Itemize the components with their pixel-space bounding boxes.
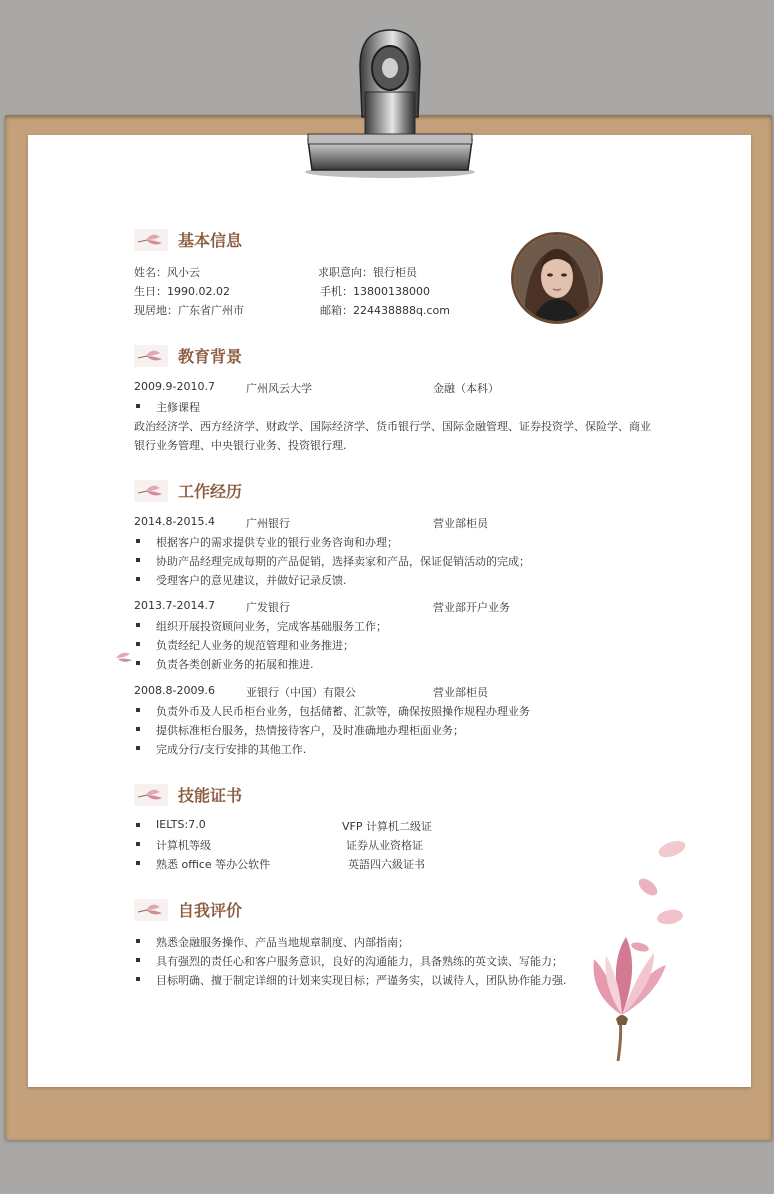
edu-period: 2009.9-2010.7 [134,380,215,393]
birth-field: 生日：1990.02.02 [134,285,230,298]
binder-clip-icon [300,22,480,182]
job-duty: 负责经纪人业务的规范管理和业务推进； [156,639,354,652]
job-company: 广州银行 [246,517,290,530]
job-duty: 负责外币及人民币柜台业务，包括储蓄、汇款等，确保按照操作规程办理业务 [156,705,530,718]
job-period: 2014.8-2015.4 [134,515,215,528]
magnolia-flower-icon [580,835,700,1065]
magnolia-flower-icon [134,229,168,251]
evaluation-item: 熟悉金融服务操作、产品当地规章制度、内部指南； [156,936,409,949]
job-duty: 协助产品经理完成每期的产品促销，选择卖家和产品，保证促销活动的完成； [156,555,530,568]
skill-item: 英語四六級证书 [348,858,425,871]
job-company: 亚银行（中国）有限公 [246,686,356,699]
petal-icon [114,650,134,664]
section-title-education: 教育背景 [178,347,243,366]
name-field: 姓名：风小云 [134,266,200,279]
job-duty: 组织开展投资顾问业务，完成客基础服务工作； [156,620,387,633]
section-basic-info [134,228,242,251]
location-field: 现居地：广东省广州市 [134,304,244,317]
skill-item: 证券从业资格证 [346,839,423,852]
skill-item: 计算机等级 [156,839,211,852]
section-title-evaluation: 自我评价 [178,901,243,920]
evaluation-item: 具有强烈的责任心和客户服务意识，良好的沟通能力，具备熟练的英文读、写能力； [156,955,563,968]
section-title-work: 工作经历 [178,482,243,501]
edu-courses-line1: 政治经济学、西方经济学、财政学、国际经济学、货币银行学、国际金融管理、证券投资学、保险学、商业 [134,420,651,433]
edu-school: 广州风云大学 [246,382,312,395]
section-title-skills: 技能证书 [178,786,243,805]
avatar [514,235,600,321]
magnolia-flower-icon [134,345,168,367]
job-period: 2008.8-2009.6 [134,684,215,697]
skill-item: IELTS:7.0 [156,818,206,831]
skill-item: VFP 计算机二级证 [342,820,432,833]
objective-field: 求职意向：银行柜员 [318,266,417,279]
section-skills [134,783,242,806]
magnolia-flower-icon [134,480,168,502]
phone-field: 手机：13800138000 [320,285,430,298]
edu-course-label: 主修课程 [156,401,200,414]
job-duty: 根据客户的需求提供专业的银行业务咨询和办理； [156,536,398,549]
skill-item: 熟悉 office 等办公软件 [156,858,271,871]
email-field: 邮箱：224438888q.com [320,304,450,317]
section-work [134,479,242,502]
job-company: 广发银行 [246,601,290,614]
edu-courses-line2: 银行业务管理、中央银行业务、投资银行理. [134,439,347,452]
job-period: 2013.7-2014.7 [134,599,215,612]
job-position: 营业部开户业务 [433,601,510,614]
portrait-photo [511,232,603,324]
job-duty: 受理客户的意见建议，并做好记录反馈. [156,574,347,587]
job-duty: 负责各类创新业务的拓展和推进. [156,658,314,671]
job-position: 营业部柜员 [433,517,488,530]
job-position: 营业部柜员 [433,686,488,699]
job-duty: 提供标准柜台服务，热情接待客户，及时准确地办理柜面业务； [156,724,464,737]
edu-major: 金融（本科） [433,382,499,395]
magnolia-flower-icon [134,784,168,806]
section-evaluation [134,898,242,921]
evaluation-item: 目标明确、擅于制定详细的计划来实现目标；严谨务实，以诚待人，团队协作能力强. [156,974,567,987]
section-education [134,344,242,367]
job-duty: 完成分行/支行安排的其他工作. [156,743,307,756]
magnolia-flower-icon [134,899,168,921]
section-title-basic: 基本信息 [178,231,243,250]
